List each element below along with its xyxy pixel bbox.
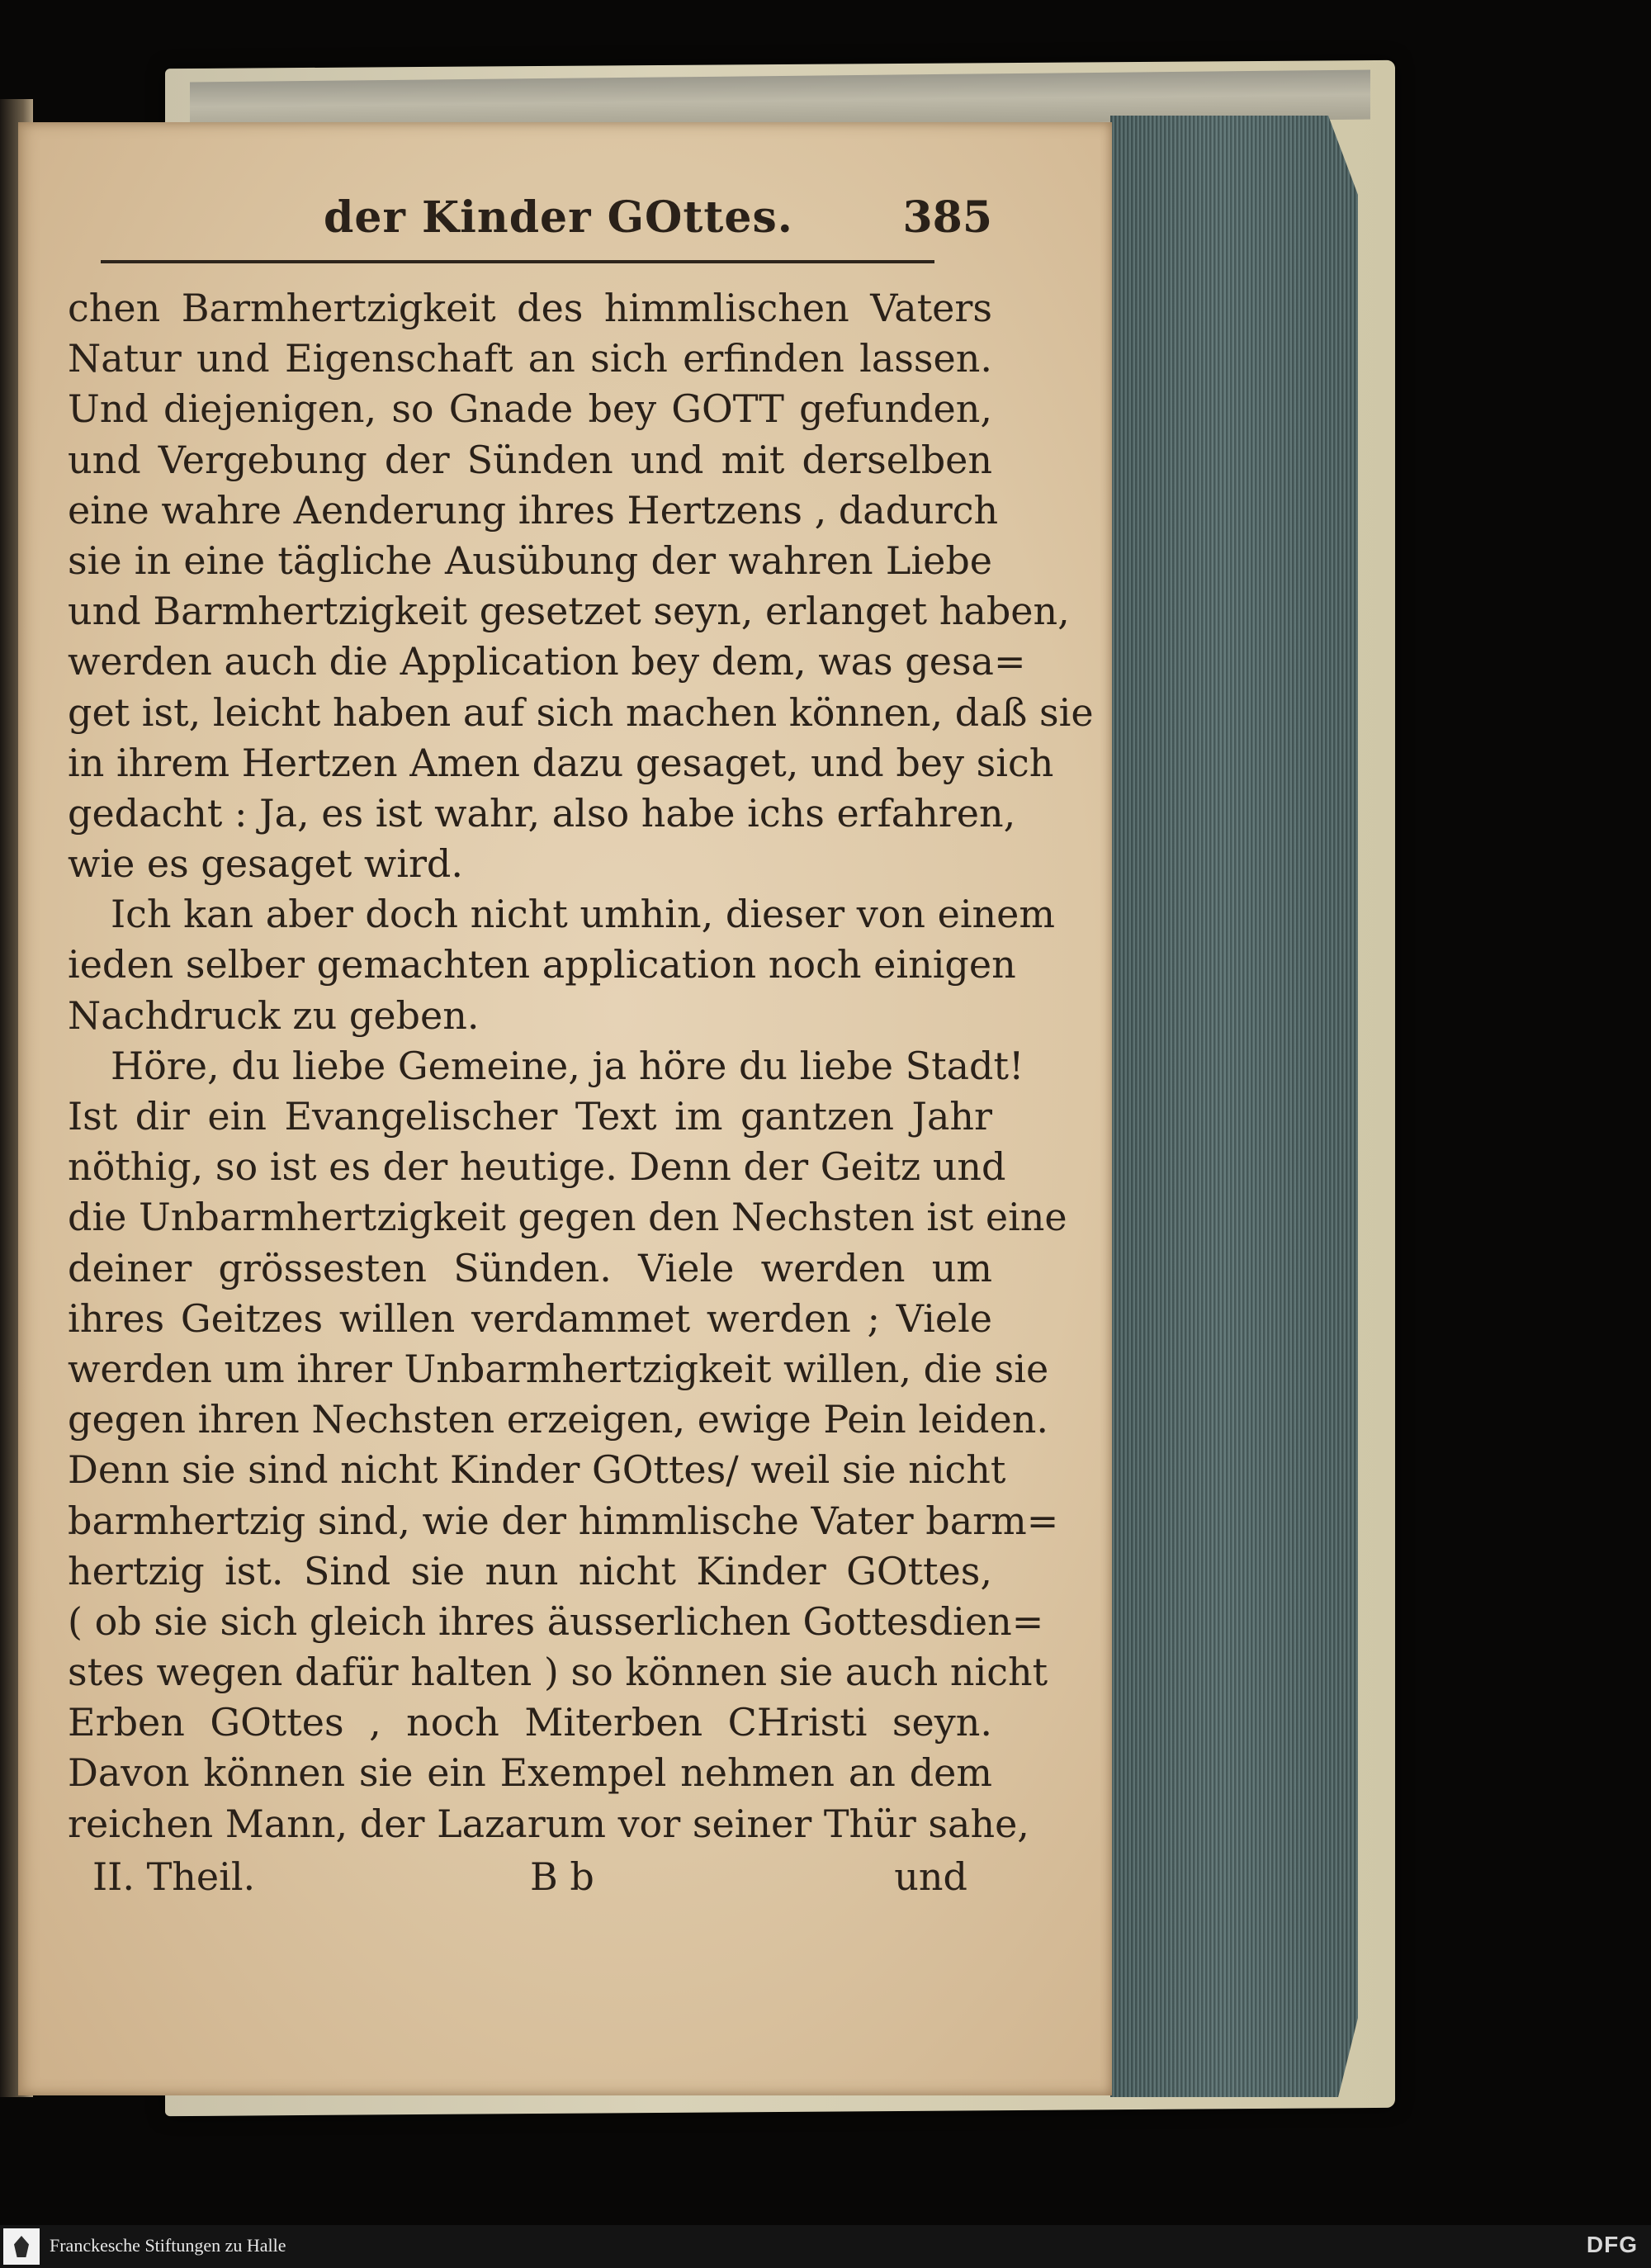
text-line: Natur und Eigenschaft an sich erfinden lassen. — [68, 336, 992, 381]
running-head — [68, 192, 992, 254]
text-line: und Barmhertzigkeit gesetzet seyn, erlanget haben, — [68, 589, 1070, 634]
text-line: stes wegen dafür halten ) so können sie auch nicht — [68, 1650, 1048, 1695]
text-line: Denn sie sind nicht Kinder GOttes/ weil sie nicht — [68, 1447, 1006, 1493]
text-line: ( ob sie sich gleich ihres äusserlichen Gottesdien= — [68, 1598, 1044, 1644]
text-line: hertzig ist. Sind sie nun nicht Kinder GOttes, — [68, 1548, 992, 1593]
text-line: chen Barmhertzigkeit des himmlischen Vaters — [68, 286, 992, 330]
book-fore-edge — [1110, 116, 1358, 2097]
text-line: ieden selber gemachten application noch einigen — [68, 942, 1016, 987]
book-page — [18, 122, 1112, 2095]
text-line: in ihrem Hertzen Amen dazu gesaget, und bey sich — [68, 740, 1054, 785]
text-line: Davon können sie ein Exempel nehmen an dem — [68, 1750, 992, 1796]
text-line: eine wahre Aenderung ihres Hertzens , dadurch — [68, 487, 999, 533]
text-line: gedacht : Ja, es ist wahr, also habe ichs erfahren, — [68, 790, 1016, 836]
text-line: ihres Geitzes willen verdammet werden ; Viele — [68, 1295, 992, 1341]
page-footer — [68, 1854, 992, 1904]
catchword: und — [894, 1854, 967, 1899]
dfg-brand: DFG — [1586, 2232, 1638, 2257]
institution-name: Franckesche Stiftungen zu Halle — [50, 2235, 286, 2256]
logo-mark-icon — [14, 2236, 29, 2257]
text-line: Ich kan aber doch nicht umhin, dieser von einem — [111, 892, 1056, 937]
text-line: werden auch die Application bey dem, was gesa= — [68, 639, 1026, 684]
text-line: Und diejenigen, so Gnade bey GOTT gefunden, — [68, 386, 992, 432]
institution-logo-icon — [3, 2228, 40, 2265]
text-line: nöthig, so ist es der heutige. Denn der Geitz und — [68, 1144, 1006, 1190]
text-line: get ist, leicht haben auf sich machen können, daß sie — [68, 689, 1094, 735]
body-text — [68, 283, 1094, 1849]
page-content — [68, 192, 1094, 1904]
text-line: Höre, du liebe Gemeine, ja höre du liebe Stadt! — [111, 1043, 1024, 1088]
text-line: sie in eine tägliche Ausübung der wahren Liebe — [68, 537, 992, 583]
text-line: barmhertzig sind, wie der himmlische Vater barm= — [68, 1498, 1059, 1543]
page-number: 385 — [902, 192, 992, 243]
text-line: Nachdruck zu geben. — [68, 992, 480, 1038]
volume-signature: II. Theil. — [92, 1854, 256, 1899]
text-line: reichen Mann, der Lazarum vor seiner Thür sahe, — [68, 1801, 1029, 1846]
text-line: deiner grössesten Sünden. Viele werden um — [68, 1245, 992, 1290]
text-line: gegen ihren Nechsten erzeigen, ewige Pein leiden. — [68, 1397, 1048, 1442]
gathering-signature: B b — [530, 1854, 594, 1899]
text-line: wie es gesaget wird. — [68, 841, 464, 887]
text-line: und Vergebung der Sünden und mit derselben — [68, 437, 992, 482]
text-line: Erben GOttes , noch Miterben CHristi seyn. — [68, 1700, 992, 1745]
head-rule — [101, 260, 934, 263]
text-line: Ist dir ein Evangelischer Text im gantzen Jahr — [68, 1094, 992, 1139]
running-title: der Kinder GOttes. — [324, 192, 793, 243]
archive-bar — [0, 2225, 1651, 2268]
text-line: die Unbarmhertzigkeit gegen den Nechsten ist eine — [68, 1195, 1067, 1240]
text-line: werden um ihrer Unbarmhertzigkeit willen, die sie — [68, 1346, 1049, 1391]
